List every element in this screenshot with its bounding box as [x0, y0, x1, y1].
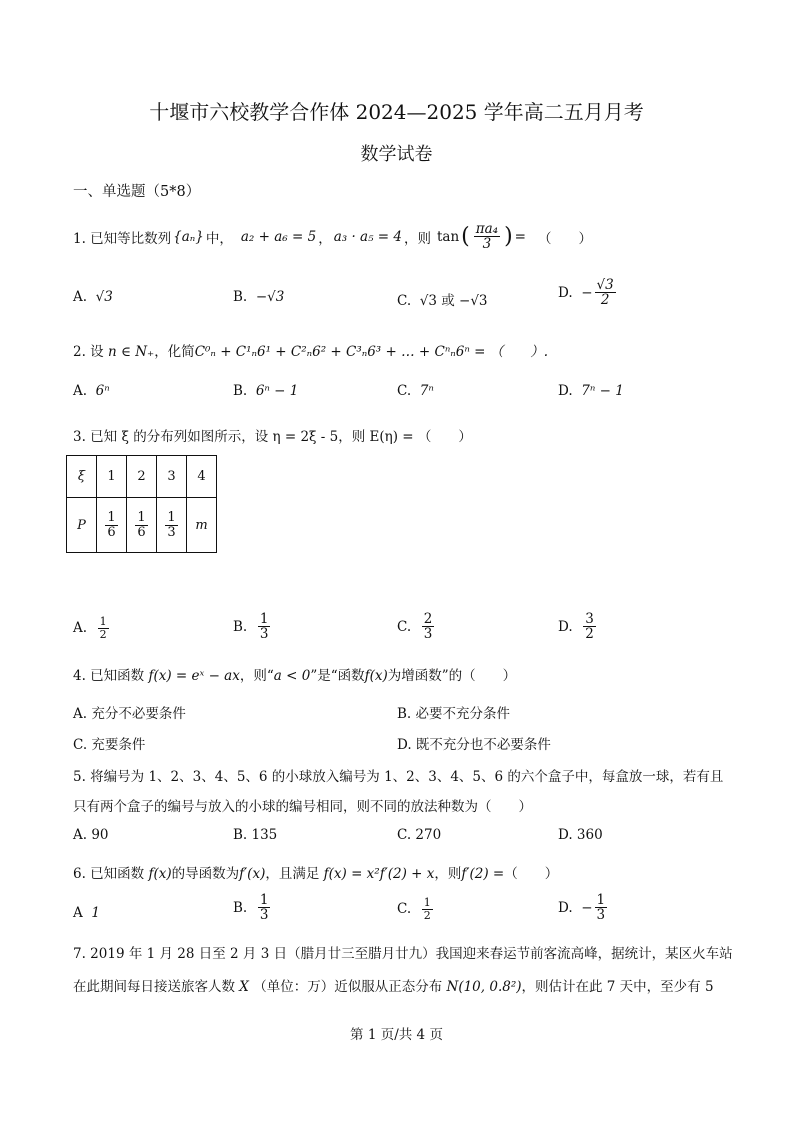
question-5-line-2: 只有两个盒子的编号与放入的小球的编号相同，则不同的放法种数为（ ）	[73, 799, 532, 815]
q1-option-d: D. − $\frac{√3}{2}$	[558, 277, 614, 309]
q4-option-d: D. 既不充分也不必要条件	[397, 737, 551, 753]
question-4: 4. 已知函数 f(x) = eˣ − ax，则“a < 0”是“函数f(x)为增函数”的（ ）	[73, 668, 517, 684]
section-heading: 一、单选题（5*8）	[73, 184, 201, 200]
q1-lead: 1. 已知等比数列	[73, 230, 172, 247]
table-cell: $\frac{1}{6}$	[97, 498, 127, 553]
q6-option-d: D. − $\frac{1}{3}$	[558, 892, 606, 924]
q1-paren: （ ）	[537, 230, 592, 247]
table-cell: $\frac{1}{6}$	[127, 498, 157, 553]
q1-then: ，则	[403, 230, 431, 247]
table-cell: P	[67, 498, 97, 553]
q6-option-c: C. $\frac{1}{2}$	[397, 896, 431, 922]
question-3: 3. 已知 ξ 的分布列如图所示，设 η = 2ξ - 5，则 E(η) = （ ）	[73, 429, 472, 445]
q1-option-b: B. −√3	[233, 289, 285, 305]
q1-sequence: {aₙ}	[173, 228, 204, 245]
q5-option-d: D. 360	[558, 827, 603, 843]
q5-option-a: A. 90	[73, 827, 109, 843]
table-cell: $\frac{1}{3}$	[157, 498, 187, 553]
q4-option-a: A. 充分不必要条件	[73, 706, 186, 722]
q3-option-c: C. $\frac{2}{3}$	[397, 611, 433, 643]
q3-option-b: B. $\frac{1}{3}$	[233, 611, 269, 643]
question-6: 6. 已知函数 f(x)的导函数为f′(x)，且满足 f(x) = x²f′(2) + x，则f′(2) =（ ）	[73, 866, 559, 882]
q1-fraction: $\frac{\text{πa₄}}{3}$	[475, 221, 499, 253]
q4-option-b: B. 必要不充分条件	[397, 706, 511, 722]
q1-tan: tan	[436, 228, 460, 245]
q1-equals: =	[514, 228, 526, 245]
q5-option-c: C. 270	[397, 827, 442, 843]
q6-option-b: B. $\frac{1}{3}$	[233, 892, 269, 924]
q3-option-a: A. $\frac{1}{2}$	[73, 615, 107, 641]
table-cell: 2	[127, 456, 157, 498]
page-subtitle: 数学试卷	[360, 144, 433, 165]
q1-mid: 中，	[205, 230, 233, 247]
q1-option-c: C. √3 或 −√3	[397, 293, 488, 309]
q2-option-a: A. 6ⁿ	[73, 383, 110, 399]
distribution-table	[66, 455, 217, 553]
q1-condition-2: a₃ · a₅ = 4	[333, 228, 402, 245]
table-cell: 1	[97, 456, 127, 498]
q3-option-d: D. $\frac{3}{2}$	[558, 611, 594, 643]
q4-option-c: C. 充要条件	[73, 737, 146, 753]
table-cell: m	[187, 498, 217, 553]
page-footer: 第 1 页/共 4 页	[350, 1027, 443, 1043]
question-5-line-1: 5. 将编号为 1、2、3、4、5、6 的小球放入编号为 1、2、3、4、5、6 的六个盒子中，每盒放一球，若有且	[73, 769, 724, 785]
question-1: 1. 已知等比数列 {aₙ} 中， a₂ + a₆ = 5 ， a₃ · a₅ = 4 ，则 tan ( $\frac{\text{πa₄}}{3}$ ) = （ ）	[73, 221, 592, 253]
question-7-line-2: 在此期间每日接送旅客人数 X （单位：万）近似服从正态分布 N(10, 0.8²)，则估计在此 7 天中，至少有 5	[73, 979, 714, 995]
q5-option-b: B. 135	[233, 827, 278, 843]
question-7-line-1: 7. 2019 年 1 月 28 日至 2 月 3 日（腊月廿三至腊月廿九）我国迎来春运节前客流高峰，据统计，某区火车站	[73, 946, 733, 962]
table-cell: 3	[157, 456, 187, 498]
question-2: 2. 设 n ∈ N₊，化简C⁰ₙ + C¹ₙ6¹ + C²ₙ6² + C³ₙ6³ + … + Cⁿₙ6ⁿ = （ ）.	[73, 344, 549, 360]
table-cell: ξ	[67, 456, 97, 498]
q1-condition-1: a₂ + a₆ = 5	[240, 228, 317, 245]
q2-option-d: D. 7ⁿ − 1	[558, 383, 624, 399]
q2-option-c: C. 7ⁿ	[397, 383, 434, 399]
q2-option-b: B. 6ⁿ − 1	[233, 383, 299, 399]
q1-option-a: A. √3	[73, 289, 113, 305]
table-cell: 4	[187, 456, 217, 498]
q6-option-a: A 1	[73, 905, 100, 921]
page-title: 十堰市六校教学合作体 2024—2025 学年高二五月月考	[149, 100, 644, 124]
